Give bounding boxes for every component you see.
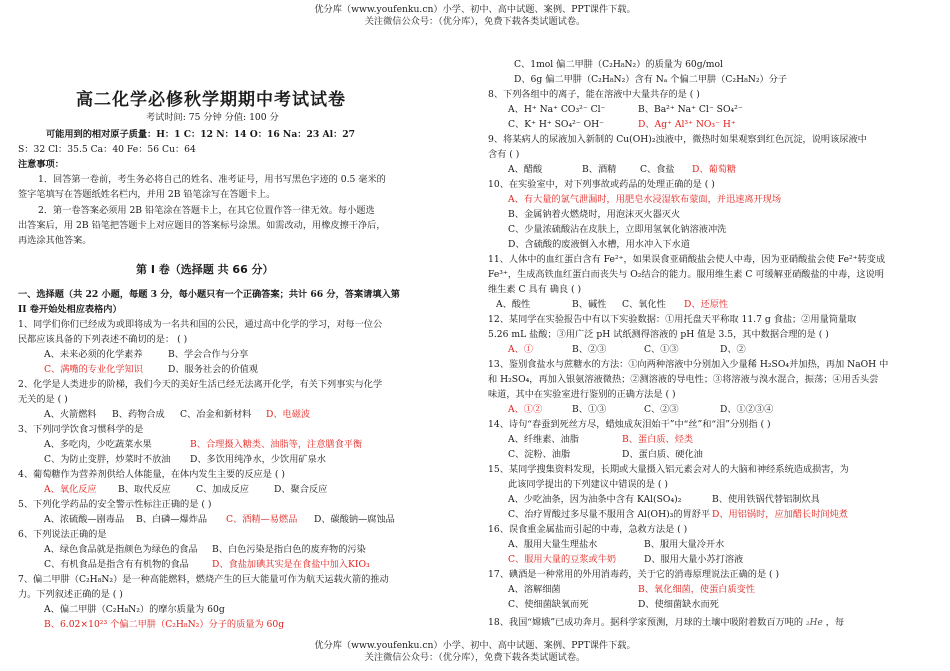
q2-option-a: A、火箭燃料 xyxy=(44,409,97,420)
q16-option-a: A、服用大量生理盐水 xyxy=(508,539,598,550)
header-line-2: 关注微信公众号：（优分库），免费下载各类试题试卷。 xyxy=(364,15,586,27)
q8-stem: 8、下列各组中的离子，能在溶液中大量共存的是 ( ) xyxy=(488,89,700,100)
note-1b: 签字笔填写在答题纸姓名栏内，并用 2B 铅笔涂写在答题卡上。 xyxy=(18,189,276,200)
q4-option-c: C、加成反应 xyxy=(196,484,249,495)
q8-option-b: B、Ba²⁺ Na⁺ Cl⁻ SO₄²⁻ xyxy=(638,104,743,115)
q14-option-a: A、纤维素、油脂 xyxy=(508,434,579,445)
q7-option-c: C、1mol 偏二甲肼（C₂H₈N₂）的质量为 60g/mol xyxy=(514,59,723,70)
q15-option-c: C、治疗胃酸过多尽量不服用含 Al(OH)₃的胃舒平 xyxy=(508,509,711,520)
q4-option-d: D、聚合反应 xyxy=(274,484,328,495)
q15-stem-a: 15、某同学搜集资料发现，长期或大量摄入铝元素会对人的大脑和神经系统造成损害，为 xyxy=(488,464,849,475)
q13-stem-a: 13、鉴别食盐水与蔗糖水的方法：①向两种溶液中分别加入少量稀 H₂SO₄并加热，再加 NaOH 中 xyxy=(488,359,889,370)
q13-option-d: D、①②③④ xyxy=(720,404,774,415)
helium-symbol: ₂He xyxy=(806,618,823,628)
q14-option-c: C、淀粉、油脂 xyxy=(508,449,571,460)
page-header xyxy=(0,4,950,28)
section-1-line-b: II 卷开始处相应表格内） xyxy=(18,304,122,315)
q9-option-c: C、食盐 xyxy=(640,164,675,175)
q14-option-d: D、蛋白质、硬化油 xyxy=(622,449,703,460)
q1-option-c: C、满嘴的专业化学知识 xyxy=(44,364,143,375)
footer-line-2: 关注微信公众号：（优分库），免费下载各类试题试卷。 xyxy=(364,651,586,663)
q5-option-d: D、碳酸钠—腐蚀品 xyxy=(314,514,395,525)
q1-stem-a: 1、同学们你们已经成为或即将成为一名共和国的公民，通过高中化学的学习，对每一位公 xyxy=(18,319,383,330)
q11-option-c: C、氧化性 xyxy=(622,299,666,310)
q3-option-c: C、为防止变胖，炒菜时不放油 xyxy=(44,454,171,465)
q13-option-c: C、②③ xyxy=(644,404,679,415)
q15-option-d: D、用铝锅时，应加醋长时间炖煮 xyxy=(712,509,848,520)
q15-option-a: A、少吃油条，因为油条中含有 KAl(SO₄)₂ xyxy=(508,494,682,505)
q11-option-d: D、还原性 xyxy=(684,299,729,310)
q9-stem-b: 含有 ( ) xyxy=(488,149,520,160)
q10-option-b: B、金属钠着火燃烧时，用泡沫灭火器灭火 xyxy=(508,209,681,220)
q6-option-c: C、有机食品是指含有有机物的食品 xyxy=(44,559,189,570)
q14-stem: 14、诗句“春蚕到死丝方尽，蜡烛成灰泪始干”中“丝”和“泪”分别指 ( ) xyxy=(488,419,771,430)
q2-option-d: D、电磁波 xyxy=(266,409,311,420)
q16-option-c: C、服用大量的豆浆或牛奶 xyxy=(508,554,617,565)
note-2b: 出答案后，用 2B 铅笔把答题卡上对应题目的答案标号涂黑。如需改动，用橡皮擦干净后， xyxy=(18,220,386,231)
page-footer xyxy=(0,640,950,664)
q1-option-a: A、未来必须的化学素养 xyxy=(44,349,143,360)
q8-option-a: A、H⁺ Na⁺ CO₃²⁻ Cl⁻ xyxy=(508,104,606,115)
q17-option-a: A、溶解细菌 xyxy=(508,584,561,595)
q9-option-a: A、醋酸 xyxy=(508,164,543,175)
q10-option-c: C、少量浓硫酸沾在皮肤上，立即用氢氧化钠溶液冲洗 xyxy=(508,224,727,235)
q13-option-a: A、①② xyxy=(508,404,543,415)
footer-line-1: 优分库（www.youfenku.cn）小学、初中、高中试题、案例、PPT课件下载。 xyxy=(314,640,636,651)
q2-option-c: C、冶金和新材料 xyxy=(180,409,252,420)
q14-option-b: B、蛋白质、烃类 xyxy=(622,434,694,445)
q5-option-a: A、浓硫酸—剧毒品 xyxy=(44,514,125,525)
q11-stem-b: Fe³⁺，生成高铁血红蛋白而丧失与 O₂结合的能力。服用维生素 C 可缓解亚硝酸盐的中毒，这说明 xyxy=(488,269,884,280)
q4-option-b: B、取代反应 xyxy=(118,484,171,495)
q12-option-c: C、①③ xyxy=(644,344,679,355)
q9-stem-a: 9、将某病人的尿液加入新制的 Cu(OH)₂浊液中，微热时如果观察到红色沉淀，说明该尿液中 xyxy=(488,134,867,145)
q12-option-d: D、② xyxy=(720,344,746,355)
exam-title: 高二化学必修秋学期期中考试试卷 xyxy=(76,90,346,110)
q2-stem-b: 无关的是 ( ) xyxy=(18,394,68,405)
q7-stem-b: 力。下列叙述正确的是 ( ) xyxy=(18,589,123,600)
q8-option-c: C、K⁺ H⁺ SO₄²⁻ OH⁻ xyxy=(508,119,604,130)
q3-option-b: B、合理摄入糖类、油脂等，注意膳食平衡 xyxy=(190,439,363,450)
q5-option-b: B、白磷—爆炸品 xyxy=(136,514,208,525)
q4-option-a: A、氧化反应 xyxy=(44,484,97,495)
exam-time: 考试时间: 75 分钟 分值: 100 分 xyxy=(146,112,279,123)
q11-stem-c: 维生素 C 具有 确良 ( ) xyxy=(488,284,582,295)
q2-stem-a: 2、化学是人类进步的阶梯，我们今天的美好生活已经无法离开化学，有关下列事实与化学 xyxy=(18,379,383,390)
q10-option-a: A、有大量的氯气泄漏时，用肥皂水浸湿软布蒙面，并迅速离开现场 xyxy=(508,194,782,205)
header-line-1: 优分库（www.youfenku.cn）小学、初中、高中试题、案例、PPT课件下载。 xyxy=(314,4,636,15)
q5-option-c: C、酒精—易燃品 xyxy=(226,514,298,525)
q10-stem: 10、在实验室中，对下列事故或药品的处理正确的是 ( ) xyxy=(488,179,715,190)
q16-option-d: D、服用大量小苏打溶液 xyxy=(644,554,744,565)
q9-option-b: B、酒精 xyxy=(582,164,617,175)
q18-tail: ，每 xyxy=(825,617,845,628)
q4-stem: 4、葡萄糖作为营养剂供给人体能量，在体内发生主要的反应是 ( ) xyxy=(18,469,285,480)
q15-stem-b: 此该同学提出的下列建议中错误的是 ( ) xyxy=(508,479,669,490)
q3-option-d: D、多饮用纯净水，少饮用矿泉水 xyxy=(190,454,326,465)
q7-stem-a: 7、偏二甲肼（C₂H₈N₂）是一种高能燃料，燃烧产生的巨大能量可作为航天运载火箭的推动 xyxy=(18,574,389,585)
q11-option-b: B、碱性 xyxy=(572,299,607,310)
q12-option-a: A、① xyxy=(508,344,534,355)
q7-option-a: A、偏二甲肼（C₂H₈N₂）的摩尔质量为 60g xyxy=(44,604,225,615)
q11-option-a: A、酸性 xyxy=(496,299,531,310)
q16-stem: 16、误食重金属盐而引起的中毒，急救方法是 ( ) xyxy=(488,524,688,535)
q17-option-d: D、使细菌缺水而死 xyxy=(638,599,719,610)
q6-stem: 6、下列说法正确的是 xyxy=(18,529,107,540)
q8-option-d: D、Ag⁺ Al³⁺ NO₃⁻ H⁺ xyxy=(638,119,736,130)
atomic-masses-line-2: S：32 Cl：35.5 Ca：40 Fe：56 Cu：64 xyxy=(18,144,196,155)
q7-option-b: B、6.02×10²³ 个偏二甲肼（C₂H₈N₂）分子的质量为 60g xyxy=(44,619,285,630)
q17-stem: 17、碘酒是一种常用的外用消毒药，关于它的消毒原理说法正确的是 ( ) xyxy=(488,569,780,580)
notes-title: 注意事项： xyxy=(18,159,64,170)
q1-option-b: B、学会合作与分享 xyxy=(168,349,249,360)
q18-stem xyxy=(488,617,844,629)
q18-text: 18、我国“嫦娥”已成功奔月。据科学家预测，月球的土壤中吸附着数百万吨的 xyxy=(488,617,804,628)
q6-option-d: D、食盐加碘其实是在食盐中加入KIO₃ xyxy=(212,559,370,570)
q12-option-b: B、②③ xyxy=(572,344,607,355)
q12-stem-b: 5.26 mL 盐酸；③用广泛 pH 试纸测得溶液的 pH 值是 3.5，其中数据合理的是 ( ) xyxy=(488,329,829,340)
q5-stem: 5、下列化学药品的安全警示性标注正确的是 ( ) xyxy=(18,499,212,510)
q10-option-d: D、含硫酸的废液倒入水槽，用水冲入下水道 xyxy=(508,239,690,250)
q6-option-b: B、白色污染是指白色的废弃物的污染 xyxy=(212,544,366,555)
q17-option-b: B、氧化细菌，使蛋白质变性 xyxy=(638,584,756,595)
q9-option-d: D、葡萄糖 xyxy=(692,164,737,175)
q1-option-d: D、服务社会的价值观 xyxy=(168,364,259,375)
note-1a: 1．回答第一卷前，考生务必将自己的姓名、准考证号，用书写黑色字迹的 0.5 毫米的 xyxy=(38,174,386,185)
part-title: 第 I 卷（选择题 共 66 分） xyxy=(136,263,274,276)
note-2c: 再选涂其他答案。 xyxy=(18,235,92,246)
q16-option-b: B、服用大量冷开水 xyxy=(644,539,725,550)
section-1-line-a: 一、选择题（共 22 小题，每题 3 分，每小题只有一个正确答案；共计 66 分，答案请填入第 xyxy=(18,289,400,300)
q7-option-d: D、6g 偏二甲肼（C₂H₈N₂）含有 Nₐ 个偏二甲肼（C₂H₈N₂）分子 xyxy=(514,74,788,85)
q15-option-b: B、使用铁锅代替铝制炊具 xyxy=(712,494,820,505)
q1-stem-b: 民都应该具备的下列表述不确切的是： ( ) xyxy=(18,334,188,345)
q13-stem-c: 味道，其中在实验室进行鉴别的正确方法是 ( ) xyxy=(488,389,676,400)
q11-stem-a: 11、人体中的血红蛋白含有 Fe²⁺，如果误食亚硝酸盐会使人中毒，因为亚硝酸盐会使 Fe²⁺转变成 xyxy=(488,254,886,265)
q13-option-b: B、①③ xyxy=(572,404,607,415)
q3-option-a: A、多吃肉，少吃蔬菜水果 xyxy=(44,439,152,450)
atomic-masses-line-1: 可能用到的相对原子质量：H：1 C：12 N：14 O：16 Na：23 Al：27 xyxy=(46,129,356,140)
q3-stem: 3、下列同学饮食习惯科学的是 xyxy=(18,424,144,435)
q13-stem-b: 和 H₂SO₄，再加入银氨溶液微热；②测溶液的导电性；③将溶液与溴水混合，振荡；④用舌头尝 xyxy=(488,374,879,385)
q2-option-b: B、药物合成 xyxy=(112,409,165,420)
q6-option-a: A、绿色食品就是指颜色为绿色的食品 xyxy=(44,544,198,555)
note-2a: 2．第一卷答案必须用 2B 铅笔涂在答题卡上，在其它位置作答一律无效。每小题选 xyxy=(38,205,375,216)
q12-stem-a: 12、某同学在实验报告中有以下实验数据：①用托盘天平称取 11.7 g 食盐；②用量筒量取 xyxy=(488,314,857,325)
q17-option-c: C、使细菌缺氧而死 xyxy=(508,599,589,610)
